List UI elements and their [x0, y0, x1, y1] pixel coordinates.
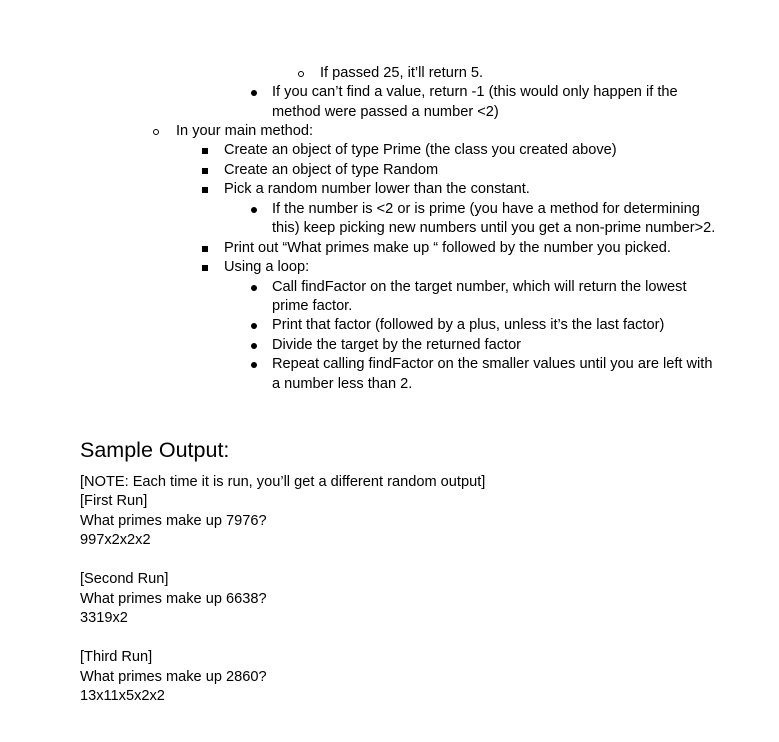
instruction-line: If you can’t find a value, return -1 (this would only happen if the: [272, 84, 678, 100]
run-question: What primes make up 6638?: [80, 591, 267, 607]
disc-bullet-icon: [251, 343, 257, 349]
run-label: [First Run]: [80, 493, 148, 509]
square-bullet-icon: [202, 265, 208, 271]
disc-bullet-icon: [251, 362, 257, 368]
sample-note: [NOTE: Each time it is run, you’ll get a different random output]: [80, 474, 486, 490]
disc-bullet-icon: [251, 323, 257, 329]
instruction-line: a number less than 2.: [272, 376, 413, 392]
instruction-line: If passed 25, it’ll return 5.: [320, 65, 484, 81]
circle-bullet-icon: [153, 129, 159, 135]
run-label: [Third Run]: [80, 649, 153, 665]
run-question: What primes make up 7976?: [80, 513, 267, 529]
circle-bullet-icon: [298, 71, 304, 77]
instruction-line: In your main method:: [176, 123, 314, 139]
instruction-line: Create an object of type Prime (the class you created above): [224, 142, 617, 158]
disc-bullet-icon: [251, 285, 257, 291]
instruction-line: Divide the target by the returned factor: [272, 337, 522, 353]
square-bullet-icon: [202, 148, 208, 154]
instruction-line: this) keep picking new numbers until you get a non-prime number>2.: [272, 220, 716, 236]
square-bullet-icon: [202, 246, 208, 252]
instruction-line: Repeat calling findFactor on the smaller values until you are left with: [272, 356, 713, 372]
run-answer: 13x11x5x2x2: [80, 688, 165, 704]
instruction-line: Pick a random number lower than the constant.: [224, 181, 530, 197]
square-bullet-icon: [202, 168, 208, 174]
instruction-line: Using a loop:: [224, 259, 310, 275]
run-question: What primes make up 2860?: [80, 669, 267, 685]
instruction-line: Print that factor (followed by a plus, unless it’s the last factor): [272, 317, 665, 333]
square-bullet-icon: [202, 187, 208, 193]
disc-bullet-icon: [251, 90, 257, 96]
run-label: [Second Run]: [80, 571, 169, 587]
instruction-line: prime factor.: [272, 298, 353, 314]
run-answer: 997x2x2x2: [80, 532, 151, 548]
instruction-line: If the number is <2 or is prime (you have a method for determining: [272, 201, 700, 217]
instruction-line: Call findFactor on the target number, which will return the lowest: [272, 279, 687, 295]
instruction-line: method were passed a number <2): [272, 104, 499, 120]
disc-bullet-icon: [251, 207, 257, 213]
instruction-line: Create an object of type Random: [224, 162, 439, 178]
section-heading: Sample Output:: [80, 438, 230, 462]
instruction-line: Print out “What primes make up “ followed by the number you picked.: [224, 240, 671, 256]
run-answer: 3319x2: [80, 610, 128, 626]
